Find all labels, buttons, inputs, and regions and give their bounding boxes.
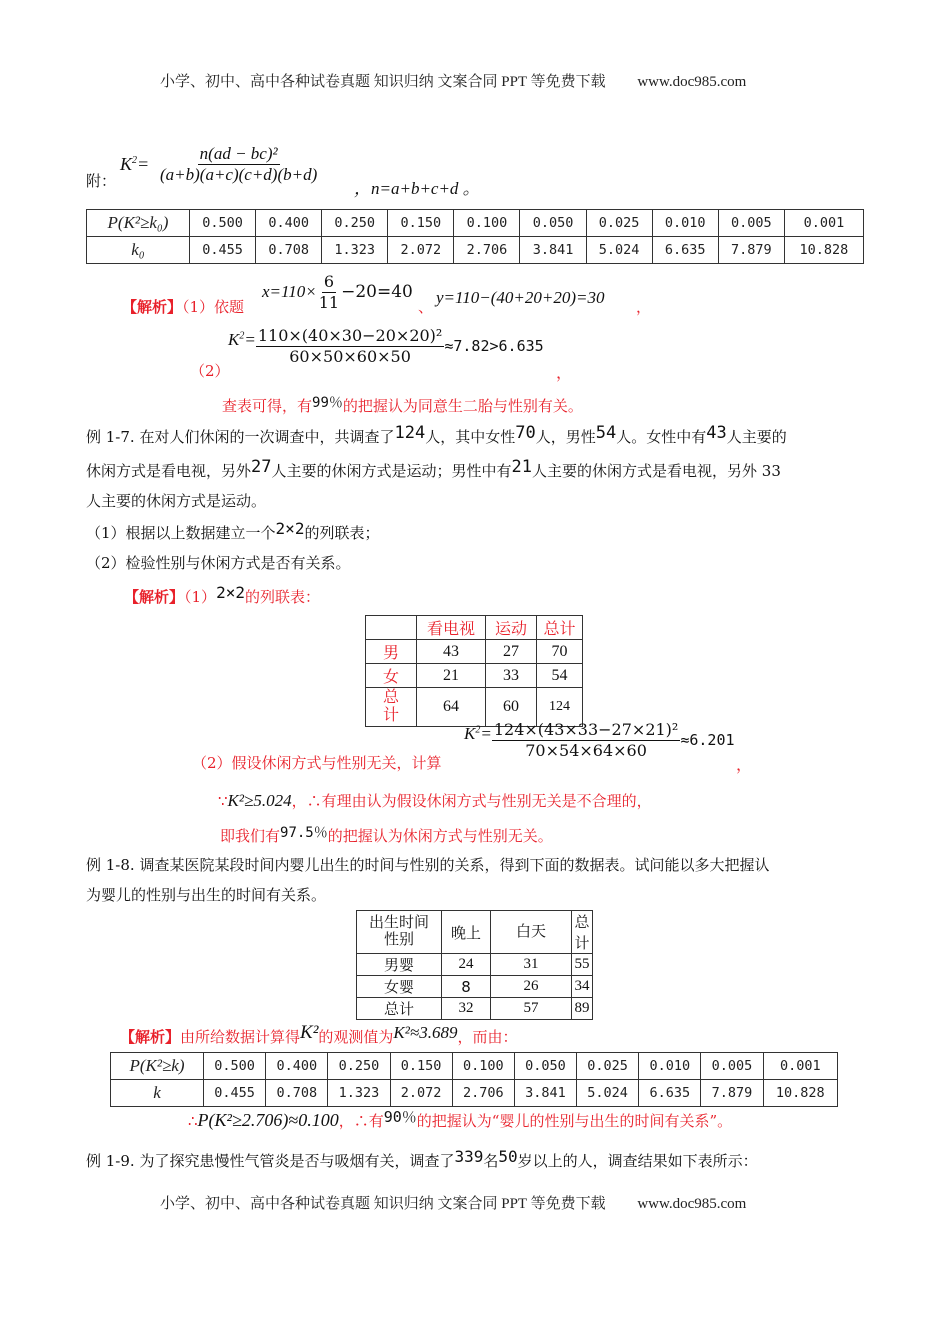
question-1: （1）根据以上数据建立一个2×2的列联表；	[86, 519, 380, 542]
cell: 0.500	[204, 1053, 266, 1080]
formula-denominator: (a+b)(a+c)(c+d)(b+d)	[160, 165, 318, 184]
example-1-9: 例 1-9. 为了探究患慢性气管炎是否与吸烟有关，调查了339名50岁以上的人，调查结果如下表所示：	[86, 1147, 758, 1170]
cell: 124	[537, 688, 583, 727]
solution-1-7-part1: 【解析】（1）2×2的列联表：	[124, 583, 320, 606]
row-label: 总计	[357, 998, 442, 1020]
header-cell: 总计	[572, 911, 593, 954]
header-cell: 白天	[491, 911, 572, 954]
cell: 0.400	[256, 210, 322, 237]
comma: ，	[556, 363, 573, 382]
cell: 6.635	[652, 237, 718, 264]
x-frac-num: 6	[323, 272, 334, 291]
table-row	[366, 640, 583, 664]
cell: 10.828	[763, 1080, 837, 1107]
critical-value-table-2	[110, 1052, 838, 1107]
k2-calc-1: $K^2=$ $\frac{\text{110×(40×30−20×20)²}}{60\times 50\times 60\times 50}$ ≈7.82>6.635	[228, 326, 544, 366]
row-label: P(K²≥k₀)	[87, 210, 190, 237]
solution-tag: 【解析】	[122, 298, 183, 316]
cell: 27	[486, 640, 537, 664]
contingency-table-1-7	[365, 615, 583, 727]
cell: 2.072	[390, 1080, 452, 1107]
cell: 0.005	[718, 210, 784, 237]
row-label: k₀	[87, 237, 190, 264]
header-cell: 运动	[486, 616, 537, 640]
cell: 0.005	[701, 1053, 763, 1080]
formula-numerator: n(ad − bc)²	[199, 144, 278, 163]
cell: 34	[572, 976, 593, 998]
footer-url: www.doc985.com	[637, 1196, 747, 1212]
conclusion-text: 查表可得，有	[222, 397, 313, 415]
cell: 0.708	[266, 1080, 328, 1107]
cell: 1.323	[322, 237, 388, 264]
cell: 31	[491, 954, 572, 976]
formula-fraction	[158, 144, 319, 185]
birth-table	[356, 910, 593, 1020]
header-cell	[366, 616, 417, 640]
part2-label: （2）假设休闲方式与性别无关，计算	[192, 754, 442, 772]
cell: 0.400	[266, 1053, 328, 1080]
cell: 2.706	[454, 237, 520, 264]
table-row	[357, 954, 593, 976]
cell: 0.100	[452, 1053, 514, 1080]
table-row-k	[111, 1080, 838, 1107]
cell: 0.050	[520, 210, 586, 237]
k2-denominator: 70×54×64×60	[525, 741, 647, 760]
cell: 2.706	[452, 1080, 514, 1107]
cell: 0.001	[784, 210, 863, 237]
header-text: 小学、初中、高中各种试卷真题 知识归纳 文案合同 PPT 等免费下载	[160, 74, 606, 90]
cell: 0.050	[514, 1053, 576, 1080]
x-equation	[262, 272, 413, 313]
conclusion-1-8: ∴P(K²≥2.706)≈0.100，∴有90％的把握认为“婴儿的性别与出生的时间有关系”。	[188, 1108, 733, 1130]
example-1-8-line2: 为婴儿的性别与出生的时间有关系。	[86, 886, 327, 904]
x-expr: x=110×	[262, 282, 317, 301]
cell: 0.001	[763, 1053, 837, 1080]
inference-line: ∵K²≥5.024，∴有理由认为假设休闲方式与性别无关是不合理的，	[218, 791, 652, 810]
header-url: www.doc985.com	[637, 74, 747, 90]
cell: 0.250	[322, 210, 388, 237]
cell: 6.635	[639, 1080, 701, 1107]
cell: 0.455	[190, 237, 256, 264]
row-label: 总计	[366, 688, 417, 727]
cell: 43	[417, 640, 486, 664]
k2-fraction	[256, 326, 445, 367]
formula-tail: ，n=a+b+c+d 。	[354, 179, 480, 198]
row-label: P(K²≥k)	[111, 1053, 204, 1080]
table-row	[366, 664, 583, 688]
cell: 0.250	[328, 1053, 390, 1080]
row-label: 女婴	[357, 976, 442, 998]
cell: 0.708	[256, 237, 322, 264]
cell: 54	[537, 664, 583, 688]
cell: 70	[537, 640, 583, 664]
cell: 7.879	[701, 1080, 763, 1107]
separator: 、	[418, 298, 434, 316]
example-1-7-line1: 例 1-7. 在对人们休闲的一次调查中，共调查了124人，其中女性70人，男性54人。女性中有43人主要的	[86, 423, 787, 446]
table-row	[357, 998, 593, 1020]
cell: 0.500	[190, 210, 256, 237]
row-label: 男婴	[357, 954, 442, 976]
header-cell: 看电视	[417, 616, 486, 640]
cell: 26	[491, 976, 572, 998]
k2-result: ≈7.82>6.635	[444, 337, 544, 355]
row-label: 男	[366, 640, 417, 664]
cell: 0.455	[204, 1080, 266, 1107]
cell: 3.841	[514, 1080, 576, 1107]
cell: 3.841	[520, 237, 586, 264]
k2-denominator: 60×50×60×50	[289, 347, 411, 366]
k2-fraction	[492, 720, 681, 761]
table-row-p	[87, 210, 864, 237]
cell: 7.879	[718, 237, 784, 264]
part2-label: （2）	[190, 362, 230, 380]
table-header-row	[366, 616, 583, 640]
part1-label: （1）依题	[182, 298, 245, 316]
k2-numerator: 124×(43×33−27×21)²	[493, 720, 679, 739]
k2-calc-2: $K^2=$ $\frac{\text{124×(43×33−27×21)²}}{70\times 54\times 64\times 60}$ ≈6.201	[464, 720, 735, 760]
conclusion-1-6	[222, 395, 583, 416]
formula-lhs: $K^2=$	[120, 154, 150, 174]
example-1-7-line2: 休闲方式是看电视，另外27人主要的休闲方式是运动；男性中有21人主要的休闲方式是看电视，另外 33	[86, 457, 781, 480]
comma: ，	[736, 755, 753, 774]
critical-value-table-1	[86, 209, 864, 264]
cell: 33	[486, 664, 537, 688]
cell: 2.072	[388, 237, 454, 264]
x-expr-tail: −20=40	[341, 282, 413, 302]
k2-result: ≈6.201	[680, 731, 735, 749]
header-cell: 晚上	[442, 911, 491, 954]
page-footer	[160, 1192, 746, 1213]
conclusion-text: 的把握认为同意生二胎与性别有关。	[342, 397, 583, 415]
row-label: k	[111, 1080, 204, 1107]
k2-formula	[86, 140, 480, 198]
solution-1-8: 【解析】由所给数据计算得K²的观测值为K²≈3.689，而由：	[120, 1022, 518, 1046]
cell: 60	[486, 688, 537, 727]
percentage: 99％	[312, 395, 343, 411]
table-row-p	[111, 1053, 838, 1080]
cell: 10.828	[784, 237, 863, 264]
comma: ，	[636, 298, 652, 316]
x-frac-den: 11	[318, 293, 340, 312]
cell: 24	[442, 954, 491, 976]
cell: 0.010	[639, 1053, 701, 1080]
cell: 21	[417, 664, 486, 688]
footer-text: 小学、初中、高中各种试卷真题 知识归纳 文案合同 PPT 等免费下载	[160, 1196, 606, 1212]
table-row-k	[87, 237, 864, 264]
x-fraction	[317, 272, 341, 313]
example-1-7-line3: 人主要的休闲方式是运动。	[86, 492, 267, 510]
question-2: （2）检验性别与休闲方式是否有关系。	[86, 554, 351, 572]
cell: 8	[442, 976, 491, 998]
cell: 5.024	[577, 1080, 639, 1107]
cell: 5.024	[586, 237, 652, 264]
cell: 57	[491, 998, 572, 1020]
cell: 64	[417, 688, 486, 727]
formula-prefix: 附：	[86, 172, 117, 190]
cell: 0.100	[454, 210, 520, 237]
corner-header: 出生时间 性别	[357, 911, 442, 954]
k2-numerator: 110×(40×30−20×20)²	[257, 326, 443, 345]
row-label: 女	[366, 664, 417, 688]
cell: 0.010	[652, 210, 718, 237]
table-header-row	[357, 911, 593, 954]
solution-part1	[122, 296, 244, 317]
y-equation: y=110−(40+20+20)=30	[436, 288, 605, 307]
conclusion-1-7: 即我们有97.5％的把握认为休闲方式与性别无关。	[220, 825, 553, 845]
cell: 89	[572, 998, 593, 1020]
cell: 1.323	[328, 1080, 390, 1107]
cell: 0.150	[390, 1053, 452, 1080]
table-row	[357, 976, 593, 998]
cell: 0.025	[586, 210, 652, 237]
cell: 0.150	[388, 210, 454, 237]
page-header	[160, 70, 746, 91]
cell: 0.025	[577, 1053, 639, 1080]
cell: 32	[442, 998, 491, 1020]
cell: 55	[572, 954, 593, 976]
example-1-8-line1: 例 1-8. 调查某医院某段时间内婴儿出生的时间与性别的关系，得到下面的数据表。试问能以多大把握认	[86, 856, 770, 874]
header-cell: 总计	[537, 616, 583, 640]
